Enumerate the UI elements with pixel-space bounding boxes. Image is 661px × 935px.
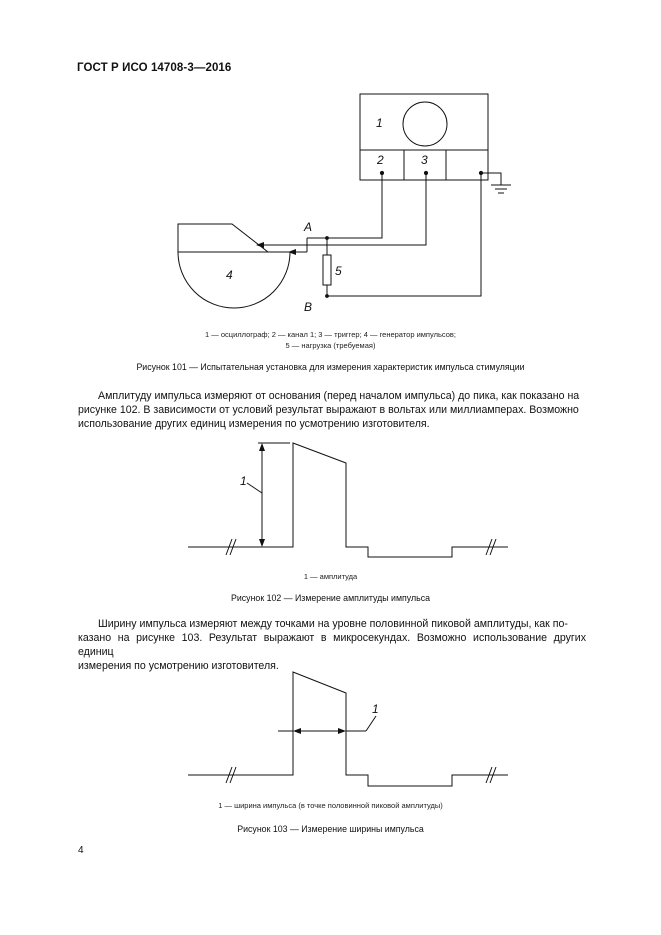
figure-102-caption: Рисунок 102 — Измерение амплитуды импульса <box>231 593 430 603</box>
pulse-generator <box>178 224 290 308</box>
paragraph-amplitude-line1: Амплитуду импульса измеряют от основания (перед началом импульса) до пика, как показано на <box>98 390 580 402</box>
paragraph-width <box>78 617 586 673</box>
load-resistor <box>323 255 331 285</box>
figure-101-legend-line2: 5 — нагрузка (требуемая) <box>285 341 376 350</box>
paragraph-width-line2: казано на рисунке 103. Результат выражают в микросекундах. Возможно использование других единиц <box>78 632 586 658</box>
figure-103-label: 1 <box>372 702 379 716</box>
pulse-waveform-103 <box>188 672 508 786</box>
oscilloscope-box <box>360 94 488 180</box>
channel-wire <box>307 173 382 238</box>
pulse-waveform-102 <box>188 443 508 557</box>
oscilloscope-screen <box>403 102 447 146</box>
page-number: 4 <box>78 845 84 856</box>
label-point-a: A <box>304 220 313 234</box>
paragraph-width-line1: Ширину импульса измеряют между точками на уровне половинной пиковой амплитуды, как по- <box>98 618 568 630</box>
ground-wire <box>327 173 481 296</box>
figure-101-legend-line1: 1 — осциллограф; 2 — канал 1; 3 — триггер; 4 — генератор импульсов; <box>205 330 456 339</box>
paragraph-width-line3: измерения по усмотрению изготовителя. <box>78 660 279 672</box>
label-generator: 4 <box>226 268 233 282</box>
label-load: 5 <box>335 264 342 278</box>
paragraph-amplitude <box>78 389 586 431</box>
label-point-b: B <box>304 300 313 314</box>
figure-102-legend: 1 — амплитуда <box>303 572 358 581</box>
label-trigger: 3 <box>421 153 428 167</box>
paragraph-amplitude-line2: рисунке 102. В зависимости от условий результат выражают в вольтах или миллиамперах. Возможно <box>78 404 579 416</box>
paragraph-amplitude-line3: использование других единиц измерения по усмотрению изготовителя. <box>78 418 430 430</box>
figure-103-legend: 1 — ширина импульса (в точке половинной пиковой амплитуды) <box>218 801 443 810</box>
label-channel: 2 <box>377 153 384 167</box>
document-header: ГОСТ Р ИСО 14708-3—2016 <box>77 62 232 74</box>
figure-103-caption: Рисунок 103 — Измерение ширины импульса <box>237 824 424 834</box>
figure-101-caption: Рисунок 101 — Испытательная установка для измерения характеристик импульса стимуляции <box>136 362 525 372</box>
trigger-wire <box>258 173 426 245</box>
figure-102-label: 1 <box>240 474 247 488</box>
label-oscilloscope: 1 <box>376 116 383 130</box>
